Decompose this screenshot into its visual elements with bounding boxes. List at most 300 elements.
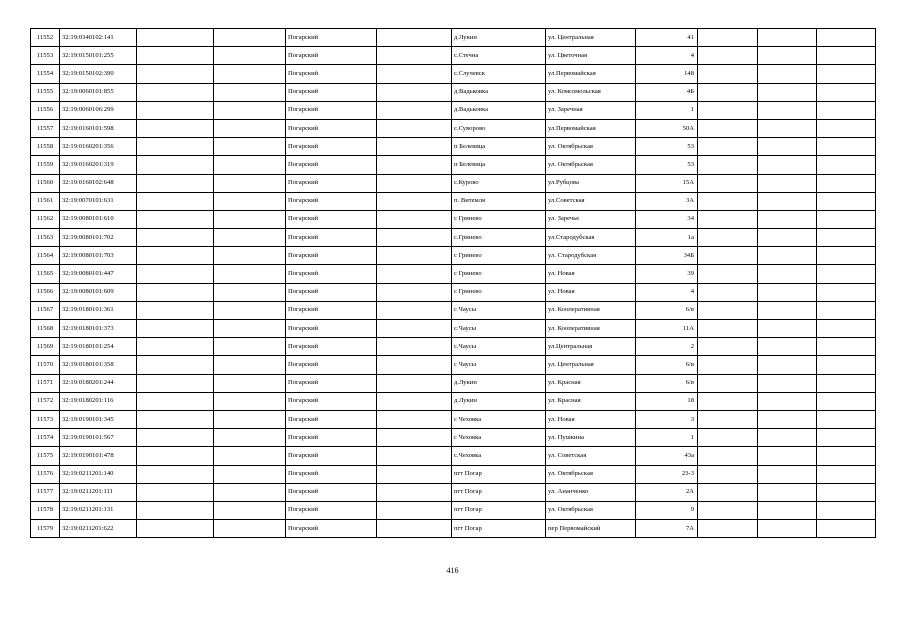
table-row bbox=[31, 210, 876, 228]
cell-street: ул.Советская bbox=[546, 192, 636, 210]
cell-district: Погарский bbox=[286, 392, 377, 410]
cell-cadastral-number: 32:19:0180101:361 bbox=[60, 301, 137, 319]
cell-col-6 bbox=[377, 338, 452, 356]
cell-cadastral-number: 32:19:0180101:373 bbox=[60, 320, 137, 338]
cell-col-3 bbox=[137, 83, 214, 101]
cell-col-4 bbox=[214, 429, 286, 447]
cell-col-11 bbox=[758, 29, 817, 47]
cell-cadastral-number: 32:19:0060106:299 bbox=[60, 101, 137, 119]
cell-house-number: 34Б bbox=[636, 247, 698, 265]
cell-street: ул. Кооперативная bbox=[546, 320, 636, 338]
cell-settlement: д.Вадьковка bbox=[452, 83, 546, 101]
cell-col-4 bbox=[214, 320, 286, 338]
cell-col-3 bbox=[137, 483, 214, 501]
cell-col-12 bbox=[817, 47, 876, 65]
table-row bbox=[31, 138, 876, 156]
cell-col-4 bbox=[214, 119, 286, 137]
cell-cadastral-number: 32:19:0160201:319 bbox=[60, 156, 137, 174]
cell-col-10 bbox=[698, 301, 758, 319]
cell-settlement: с Чаусы bbox=[452, 301, 546, 319]
cell-street: ул.Рубцова bbox=[546, 174, 636, 192]
cell-house-number: 4 bbox=[636, 47, 698, 65]
cell-settlement: д.Лукин bbox=[452, 374, 546, 392]
cell-col-6 bbox=[377, 192, 452, 210]
cell-col-12 bbox=[817, 29, 876, 47]
cell-col-3 bbox=[137, 192, 214, 210]
cell-col-12 bbox=[817, 392, 876, 410]
cell-col-4 bbox=[214, 138, 286, 156]
cell-col-6 bbox=[377, 483, 452, 501]
cell-col-4 bbox=[214, 174, 286, 192]
cell-district: Погарский bbox=[286, 374, 377, 392]
cell-col-10 bbox=[698, 410, 758, 428]
cell-district: Погарский bbox=[286, 338, 377, 356]
cell-cadastral-number: 32:19:0060101:855 bbox=[60, 83, 137, 101]
cell-col-6 bbox=[377, 247, 452, 265]
table-row bbox=[31, 83, 876, 101]
cell-house-number: 11А bbox=[636, 320, 698, 338]
table-row bbox=[31, 229, 876, 247]
cell-col-3 bbox=[137, 338, 214, 356]
cell-col-4 bbox=[214, 283, 286, 301]
cell-settlement: д.Лукин bbox=[452, 29, 546, 47]
cell-cadastral-number: 32:19:0211201:131 bbox=[60, 501, 137, 519]
cell-street: ул. Центральная bbox=[546, 356, 636, 374]
cell-col-12 bbox=[817, 83, 876, 101]
cell-col-12 bbox=[817, 465, 876, 483]
cell-street: ул. Красная bbox=[546, 374, 636, 392]
cell-street: пер Первомайский bbox=[546, 520, 636, 538]
cell-house-number: 3А bbox=[636, 192, 698, 210]
cell-col-3 bbox=[137, 265, 214, 283]
cell-settlement: с.Курово bbox=[452, 174, 546, 192]
cell-district: Погарский bbox=[286, 520, 377, 538]
cell-row-number: 11563 bbox=[31, 229, 60, 247]
cell-col-6 bbox=[377, 47, 452, 65]
cell-col-11 bbox=[758, 83, 817, 101]
cell-street: ул. Комсомольская bbox=[546, 83, 636, 101]
cell-street: ул. Пушкина bbox=[546, 429, 636, 447]
cell-house-number: 34 bbox=[636, 210, 698, 228]
cell-house-number: 43а bbox=[636, 447, 698, 465]
cell-col-10 bbox=[698, 265, 758, 283]
cell-col-3 bbox=[137, 320, 214, 338]
cell-cadastral-number: 32:19:0180101:254 bbox=[60, 338, 137, 356]
cell-settlement: с Чаусы bbox=[452, 356, 546, 374]
cell-row-number: 11574 bbox=[31, 429, 60, 447]
cell-col-3 bbox=[137, 156, 214, 174]
cell-street: ул. Ананченко bbox=[546, 483, 636, 501]
cell-col-12 bbox=[817, 247, 876, 265]
cell-col-11 bbox=[758, 156, 817, 174]
cell-district: Погарский bbox=[286, 247, 377, 265]
cell-street: ул. Заречная bbox=[546, 101, 636, 119]
cell-district: Погарский bbox=[286, 283, 377, 301]
cell-col-4 bbox=[214, 301, 286, 319]
cell-district: Погарский bbox=[286, 119, 377, 137]
cell-col-4 bbox=[214, 29, 286, 47]
table-row bbox=[31, 356, 876, 374]
cell-house-number: 2А bbox=[636, 483, 698, 501]
cell-settlement: с.Суворово bbox=[452, 119, 546, 137]
cell-row-number: 11558 bbox=[31, 138, 60, 156]
cell-house-number: 3 bbox=[636, 410, 698, 428]
cell-col-6 bbox=[377, 392, 452, 410]
cell-col-11 bbox=[758, 119, 817, 137]
cell-cadastral-number: 32:19:0180101:358 bbox=[60, 356, 137, 374]
cell-col-11 bbox=[758, 65, 817, 83]
cell-house-number: 15А bbox=[636, 174, 698, 192]
cell-col-11 bbox=[758, 392, 817, 410]
cell-col-6 bbox=[377, 210, 452, 228]
cell-col-4 bbox=[214, 465, 286, 483]
cell-street: ул. Советская bbox=[546, 447, 636, 465]
cell-col-6 bbox=[377, 156, 452, 174]
cell-row-number: 11561 bbox=[31, 192, 60, 210]
cell-col-3 bbox=[137, 101, 214, 119]
cell-house-number: 23-3 bbox=[636, 465, 698, 483]
cell-col-11 bbox=[758, 301, 817, 319]
cell-house-number: 53 bbox=[636, 156, 698, 174]
table-row bbox=[31, 520, 876, 538]
cell-district: Погарский bbox=[286, 83, 377, 101]
cell-col-11 bbox=[758, 138, 817, 156]
cell-cadastral-number: 32:19:0080101:703 bbox=[60, 247, 137, 265]
cell-col-11 bbox=[758, 47, 817, 65]
cell-col-3 bbox=[137, 465, 214, 483]
cell-col-3 bbox=[137, 138, 214, 156]
cell-col-6 bbox=[377, 501, 452, 519]
cell-district: Погарский bbox=[286, 192, 377, 210]
cell-col-6 bbox=[377, 429, 452, 447]
table-row bbox=[31, 101, 876, 119]
cell-house-number: 4 bbox=[636, 283, 698, 301]
table-row bbox=[31, 410, 876, 428]
table-row bbox=[31, 65, 876, 83]
cell-col-4 bbox=[214, 210, 286, 228]
cell-cadastral-number: 32:19:0190101:478 bbox=[60, 447, 137, 465]
cell-col-3 bbox=[137, 65, 214, 83]
cell-col-3 bbox=[137, 210, 214, 228]
cell-street: ул.Стародубская bbox=[546, 229, 636, 247]
cell-col-3 bbox=[137, 447, 214, 465]
cell-settlement: с.Чаусы bbox=[452, 338, 546, 356]
cell-col-11 bbox=[758, 465, 817, 483]
cell-col-3 bbox=[137, 47, 214, 65]
cell-col-4 bbox=[214, 410, 286, 428]
table-row bbox=[31, 29, 876, 47]
table-row bbox=[31, 174, 876, 192]
cell-cadastral-number: 32:19:0340102:141 bbox=[60, 29, 137, 47]
cell-col-4 bbox=[214, 229, 286, 247]
cell-cadastral-number: 32:19:0070101:631 bbox=[60, 192, 137, 210]
cell-col-12 bbox=[817, 320, 876, 338]
cell-col-3 bbox=[137, 29, 214, 47]
cell-settlement: п Белевица bbox=[452, 156, 546, 174]
cell-col-11 bbox=[758, 101, 817, 119]
table-row bbox=[31, 283, 876, 301]
cell-district: Погарский bbox=[286, 65, 377, 83]
cell-col-11 bbox=[758, 192, 817, 210]
cell-district: Погарский bbox=[286, 410, 377, 428]
cell-row-number: 11564 bbox=[31, 247, 60, 265]
cell-row-number: 11575 bbox=[31, 447, 60, 465]
cell-col-10 bbox=[698, 429, 758, 447]
table-row bbox=[31, 301, 876, 319]
cell-settlement: с Гринево bbox=[452, 283, 546, 301]
cell-col-12 bbox=[817, 192, 876, 210]
cell-house-number: 4Б bbox=[636, 83, 698, 101]
cell-cadastral-number: 32:19:0080101:447 bbox=[60, 265, 137, 283]
cell-house-number: 18 bbox=[636, 392, 698, 410]
cell-col-4 bbox=[214, 265, 286, 283]
cell-cadastral-number: 32:19:0160201:356 bbox=[60, 138, 137, 156]
cell-street: ул. Цветочная bbox=[546, 47, 636, 65]
cell-district: Погарский bbox=[286, 301, 377, 319]
cell-cadastral-number: 32:19:0211201:111 bbox=[60, 483, 137, 501]
cell-col-6 bbox=[377, 83, 452, 101]
cell-col-12 bbox=[817, 119, 876, 137]
table-row bbox=[31, 501, 876, 519]
cell-col-11 bbox=[758, 410, 817, 428]
cell-street: ул. Новая bbox=[546, 410, 636, 428]
cell-street: ул.Первомайская bbox=[546, 119, 636, 137]
cell-col-10 bbox=[698, 520, 758, 538]
cell-street: ул. Кооперативная bbox=[546, 301, 636, 319]
cell-col-11 bbox=[758, 374, 817, 392]
cell-cadastral-number: 32:19:0180201:244 bbox=[60, 374, 137, 392]
cell-col-10 bbox=[698, 465, 758, 483]
cell-col-12 bbox=[817, 520, 876, 538]
cell-cadastral-number: 32:19:0190101:345 bbox=[60, 410, 137, 428]
cell-row-number: 11562 bbox=[31, 210, 60, 228]
cell-col-6 bbox=[377, 320, 452, 338]
cell-col-10 bbox=[698, 83, 758, 101]
cell-col-6 bbox=[377, 301, 452, 319]
cell-settlement: с Гринево bbox=[452, 247, 546, 265]
cell-col-3 bbox=[137, 247, 214, 265]
cell-row-number: 11552 bbox=[31, 29, 60, 47]
cell-cadastral-number: 32:19:0080101:610 bbox=[60, 210, 137, 228]
cell-cadastral-number: 32:19:0190101:567 bbox=[60, 429, 137, 447]
cell-row-number: 11571 bbox=[31, 374, 60, 392]
cell-house-number: 148 bbox=[636, 65, 698, 83]
cell-col-3 bbox=[137, 410, 214, 428]
cell-col-6 bbox=[377, 138, 452, 156]
cell-district: Погарский bbox=[286, 47, 377, 65]
cell-col-10 bbox=[698, 320, 758, 338]
cell-street: ул. Красная bbox=[546, 392, 636, 410]
cell-street: ул.Первомайская bbox=[546, 65, 636, 83]
cell-district: Погарский bbox=[286, 465, 377, 483]
table-row bbox=[31, 374, 876, 392]
cell-district: Погарский bbox=[286, 210, 377, 228]
cell-col-4 bbox=[214, 483, 286, 501]
cell-house-number: 41 bbox=[636, 29, 698, 47]
table-row bbox=[31, 265, 876, 283]
cell-col-4 bbox=[214, 192, 286, 210]
cell-row-number: 11559 bbox=[31, 156, 60, 174]
cell-col-12 bbox=[817, 374, 876, 392]
cell-row-number: 11573 bbox=[31, 410, 60, 428]
cell-cadastral-number: 32:19:0160101:598 bbox=[60, 119, 137, 137]
table-row bbox=[31, 483, 876, 501]
cell-col-10 bbox=[698, 392, 758, 410]
cell-settlement: с.Гринево bbox=[452, 229, 546, 247]
cell-col-10 bbox=[698, 119, 758, 137]
cell-col-6 bbox=[377, 356, 452, 374]
cell-house-number: 53 bbox=[636, 138, 698, 156]
cell-street: ул. Центральная bbox=[546, 29, 636, 47]
cell-col-4 bbox=[214, 520, 286, 538]
cell-col-10 bbox=[698, 247, 758, 265]
cell-col-6 bbox=[377, 101, 452, 119]
cell-district: Погарский bbox=[286, 429, 377, 447]
table-row bbox=[31, 192, 876, 210]
cell-settlement: с.Чаусы bbox=[452, 320, 546, 338]
cell-row-number: 11579 bbox=[31, 520, 60, 538]
cell-col-12 bbox=[817, 410, 876, 428]
cell-col-12 bbox=[817, 265, 876, 283]
cell-street: ул. Октябрьская bbox=[546, 501, 636, 519]
cell-settlement: д.Вадьковка bbox=[452, 101, 546, 119]
cell-district: Погарский bbox=[286, 265, 377, 283]
cell-col-11 bbox=[758, 338, 817, 356]
cell-col-6 bbox=[377, 119, 452, 137]
cell-district: Погарский bbox=[286, 101, 377, 119]
cell-house-number: 9 bbox=[636, 501, 698, 519]
cell-col-6 bbox=[377, 465, 452, 483]
cell-street: ул.Центральная bbox=[546, 338, 636, 356]
cell-row-number: 11553 bbox=[31, 47, 60, 65]
cell-row-number: 11576 bbox=[31, 465, 60, 483]
cell-district: Погарский bbox=[286, 501, 377, 519]
cell-col-12 bbox=[817, 138, 876, 156]
cell-col-12 bbox=[817, 174, 876, 192]
cell-col-3 bbox=[137, 429, 214, 447]
cell-col-3 bbox=[137, 301, 214, 319]
cell-col-12 bbox=[817, 101, 876, 119]
cell-district: Погарский bbox=[286, 483, 377, 501]
cell-col-4 bbox=[214, 101, 286, 119]
table-row bbox=[31, 47, 876, 65]
cell-col-4 bbox=[214, 247, 286, 265]
cell-col-12 bbox=[817, 301, 876, 319]
cell-col-4 bbox=[214, 65, 286, 83]
cell-col-11 bbox=[758, 210, 817, 228]
cell-col-3 bbox=[137, 283, 214, 301]
cell-col-12 bbox=[817, 356, 876, 374]
cell-col-4 bbox=[214, 501, 286, 519]
cell-house-number: 6/в bbox=[636, 356, 698, 374]
cell-house-number: 50А bbox=[636, 119, 698, 137]
cell-col-12 bbox=[817, 338, 876, 356]
cell-col-10 bbox=[698, 138, 758, 156]
cell-col-3 bbox=[137, 229, 214, 247]
cell-settlement: д.Лукин bbox=[452, 392, 546, 410]
table-row bbox=[31, 465, 876, 483]
cadastral-table bbox=[30, 28, 876, 538]
cell-col-4 bbox=[214, 156, 286, 174]
cell-row-number: 11556 bbox=[31, 101, 60, 119]
cell-settlement: с Гринево bbox=[452, 265, 546, 283]
cell-settlement: пгт Погар bbox=[452, 483, 546, 501]
cell-col-6 bbox=[377, 410, 452, 428]
cell-col-10 bbox=[698, 356, 758, 374]
cell-col-10 bbox=[698, 101, 758, 119]
cell-house-number: 39 bbox=[636, 265, 698, 283]
cell-house-number: 1 bbox=[636, 101, 698, 119]
cell-col-3 bbox=[137, 501, 214, 519]
cell-house-number: 6/в bbox=[636, 374, 698, 392]
cell-col-11 bbox=[758, 429, 817, 447]
cell-cadastral-number: 32:19:0160102:648 bbox=[60, 174, 137, 192]
cell-col-4 bbox=[214, 47, 286, 65]
cell-district: Погарский bbox=[286, 356, 377, 374]
cell-row-number: 11572 bbox=[31, 392, 60, 410]
cell-col-10 bbox=[698, 29, 758, 47]
cell-street: ул. Октябрьская bbox=[546, 156, 636, 174]
cell-col-12 bbox=[817, 229, 876, 247]
cell-col-10 bbox=[698, 447, 758, 465]
table-row bbox=[31, 156, 876, 174]
cell-col-10 bbox=[698, 283, 758, 301]
cell-cadastral-number: 32:19:0211201:622 bbox=[60, 520, 137, 538]
cell-row-number: 11557 bbox=[31, 119, 60, 137]
cell-row-number: 11569 bbox=[31, 338, 60, 356]
cell-col-11 bbox=[758, 520, 817, 538]
cell-col-12 bbox=[817, 283, 876, 301]
cell-col-4 bbox=[214, 83, 286, 101]
cell-row-number: 11566 bbox=[31, 283, 60, 301]
cell-col-11 bbox=[758, 356, 817, 374]
cell-col-4 bbox=[214, 392, 286, 410]
cell-col-12 bbox=[817, 156, 876, 174]
cell-district: Погарский bbox=[286, 229, 377, 247]
cell-col-6 bbox=[377, 374, 452, 392]
cell-settlement: пгт Погар bbox=[452, 520, 546, 538]
cell-col-10 bbox=[698, 210, 758, 228]
cell-col-11 bbox=[758, 174, 817, 192]
cell-col-3 bbox=[137, 520, 214, 538]
cell-row-number: 11570 bbox=[31, 356, 60, 374]
cell-cadastral-number: 32:19:0150102:390 bbox=[60, 65, 137, 83]
cell-district: Погарский bbox=[286, 29, 377, 47]
cell-row-number: 11565 bbox=[31, 265, 60, 283]
cell-col-10 bbox=[698, 156, 758, 174]
cell-col-6 bbox=[377, 447, 452, 465]
cell-settlement: с.Стечна bbox=[452, 47, 546, 65]
cell-col-10 bbox=[698, 47, 758, 65]
cell-house-number: 1а bbox=[636, 229, 698, 247]
cell-col-3 bbox=[137, 356, 214, 374]
page-number: 416 bbox=[446, 566, 459, 575]
cell-col-3 bbox=[137, 174, 214, 192]
cell-settlement: пгт Погар bbox=[452, 501, 546, 519]
cell-house-number: 1 bbox=[636, 429, 698, 447]
cell-col-11 bbox=[758, 247, 817, 265]
table-row bbox=[31, 119, 876, 137]
cell-cadastral-number: 32:19:0150101:255 bbox=[60, 47, 137, 65]
cell-row-number: 11567 bbox=[31, 301, 60, 319]
cell-district: Погарский bbox=[286, 156, 377, 174]
cell-col-10 bbox=[698, 229, 758, 247]
table-body bbox=[31, 29, 876, 538]
cell-settlement: п Белевица bbox=[452, 138, 546, 156]
cell-col-10 bbox=[698, 483, 758, 501]
cell-col-10 bbox=[698, 374, 758, 392]
cell-col-3 bbox=[137, 374, 214, 392]
